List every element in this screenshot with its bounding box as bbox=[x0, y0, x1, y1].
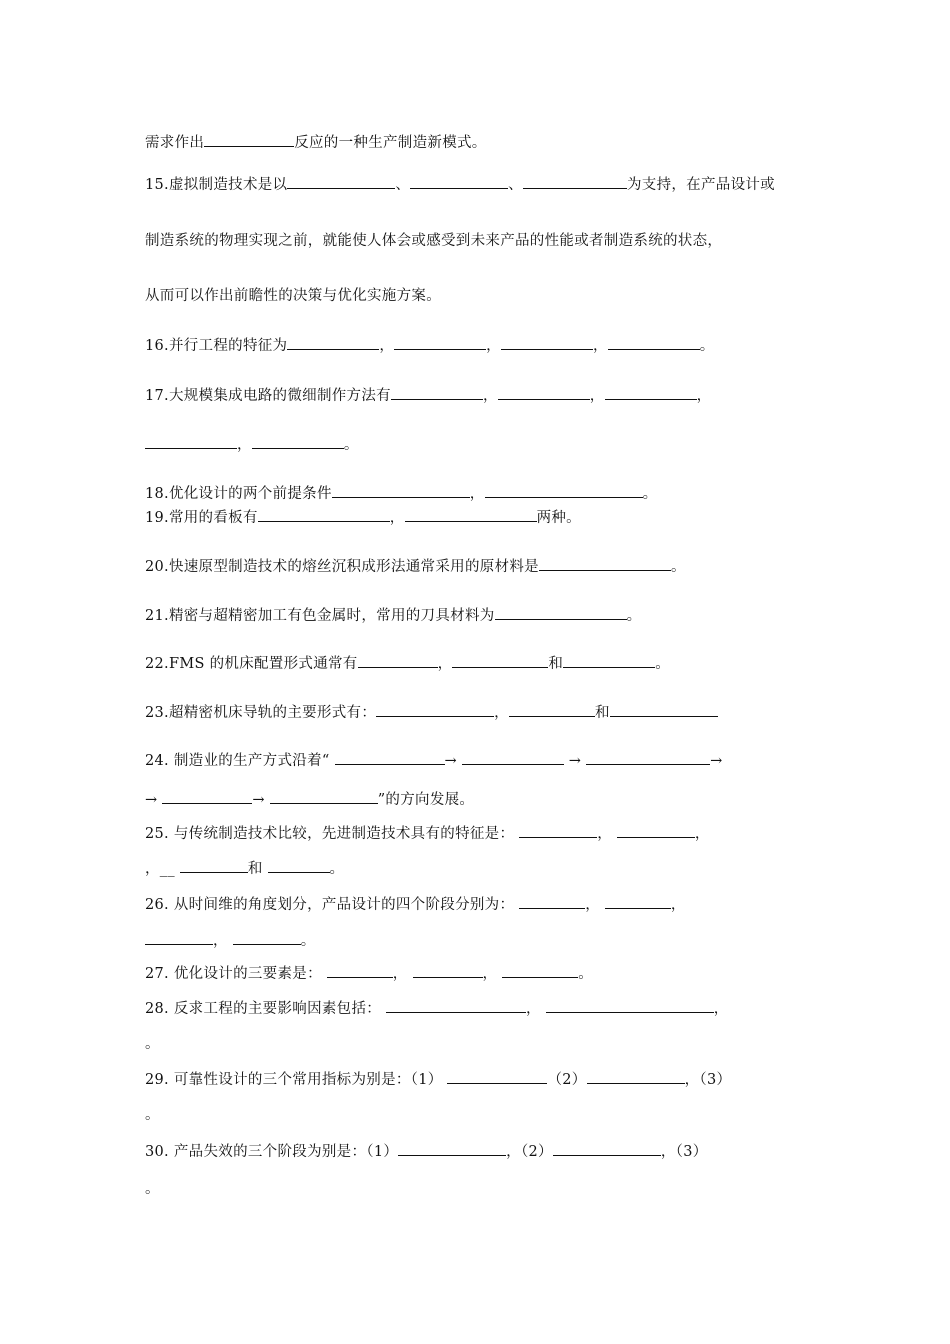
line-text: ， bbox=[392, 966, 413, 982]
text-line bbox=[145, 1140, 708, 1162]
line-text: ， bbox=[389, 510, 405, 526]
answer-blank[interactable] bbox=[563, 652, 655, 668]
text-line bbox=[145, 555, 686, 577]
line-text: ，（3） bbox=[660, 1144, 708, 1160]
answer-blank[interactable] bbox=[509, 701, 595, 717]
answer-blank[interactable] bbox=[610, 701, 718, 717]
answer-blank[interactable] bbox=[605, 893, 671, 909]
line-text: 。 bbox=[145, 1107, 160, 1123]
text-line bbox=[145, 749, 723, 771]
line-text: → bbox=[444, 753, 462, 769]
line-text: 、 bbox=[508, 177, 523, 193]
line-text: ， bbox=[494, 705, 509, 721]
line-text: ， bbox=[670, 897, 686, 913]
line-text: 25. 与传统制造技术比较，先进制造技术具有的特征是： bbox=[145, 826, 520, 842]
line-text: → bbox=[563, 753, 587, 769]
answer-blank[interactable] bbox=[519, 893, 585, 909]
line-text: 和 bbox=[247, 861, 268, 877]
line-text: 30. 产品失效的三个阶段为别是：（1） bbox=[145, 1144, 399, 1160]
text-line bbox=[145, 652, 670, 674]
line-text: 。 bbox=[699, 338, 715, 354]
line-text: 需求作出 bbox=[145, 135, 205, 151]
answer-blank[interactable] bbox=[258, 506, 390, 522]
line-text: ， bbox=[585, 897, 605, 913]
line-text: 。 bbox=[343, 437, 359, 453]
answer-blank[interactable] bbox=[587, 1068, 685, 1084]
answer-blank[interactable] bbox=[410, 173, 508, 189]
line-text: 。 bbox=[670, 559, 686, 575]
line-text: 15.虚拟制造技术是以 bbox=[145, 177, 288, 193]
answer-blank[interactable] bbox=[335, 749, 445, 765]
line-text: ， bbox=[696, 388, 712, 404]
answer-blank[interactable] bbox=[605, 384, 697, 400]
answer-blank[interactable] bbox=[358, 652, 438, 668]
answer-blank[interactable] bbox=[539, 555, 671, 571]
line-text: 和 bbox=[548, 656, 564, 672]
answer-blank[interactable] bbox=[145, 929, 213, 945]
answer-blank[interactable] bbox=[376, 701, 494, 717]
line-text: 20.快速原型制造技术的熔丝沉积成形法通常采用的原材料是 bbox=[145, 559, 539, 575]
answer-blank[interactable] bbox=[162, 788, 252, 804]
line-text: → bbox=[710, 753, 723, 769]
text-line bbox=[145, 231, 722, 251]
text-line bbox=[145, 131, 487, 153]
text-line bbox=[145, 857, 344, 879]
line-text: ， bbox=[437, 656, 453, 672]
line-text: 19.常用的看板有 bbox=[145, 510, 258, 526]
line-text: 18.优化设计的两个前提条件 bbox=[145, 486, 332, 502]
line-text: ， bbox=[597, 826, 617, 842]
answer-blank[interactable] bbox=[252, 433, 344, 449]
line-text: ， bbox=[589, 388, 605, 404]
line-text: （2） bbox=[547, 1072, 587, 1088]
line-text: 22.FMS 的机床配置形式通常有 bbox=[145, 656, 358, 672]
line-text: 27. 优化设计的三要素是： bbox=[145, 966, 327, 982]
line-text: ，（2） bbox=[506, 1144, 553, 1160]
text-line bbox=[145, 997, 729, 1019]
line-text: 制造系统的物理实现之前，就能使人体会或感受到未来产品的性能或者制造系统的状态， bbox=[145, 233, 723, 249]
answer-blank[interactable] bbox=[498, 384, 590, 400]
text-line bbox=[145, 929, 316, 951]
line-text: ， bbox=[592, 338, 608, 354]
answer-blank[interactable] bbox=[145, 433, 237, 449]
answer-blank[interactable] bbox=[546, 997, 714, 1013]
line-text: 。 bbox=[145, 1181, 160, 1197]
line-text: ，（3） bbox=[684, 1072, 732, 1088]
text-line bbox=[145, 286, 441, 306]
answer-blank[interactable] bbox=[405, 506, 537, 522]
answer-blank[interactable] bbox=[398, 1140, 506, 1156]
answer-blank[interactable] bbox=[287, 334, 379, 350]
text-line bbox=[145, 788, 474, 810]
answer-blank[interactable] bbox=[586, 749, 710, 765]
answer-blank[interactable] bbox=[268, 857, 330, 873]
answer-blank[interactable] bbox=[447, 1068, 547, 1084]
text-line bbox=[145, 1179, 160, 1199]
answer-blank[interactable] bbox=[485, 482, 643, 498]
line-text: 。 bbox=[145, 1036, 160, 1052]
answer-blank[interactable] bbox=[523, 173, 627, 189]
line-text: 。 bbox=[655, 656, 671, 672]
answer-blank[interactable] bbox=[495, 604, 627, 620]
line-text: ， bbox=[525, 1001, 546, 1017]
text-line bbox=[145, 822, 710, 844]
line-text: 、 bbox=[395, 177, 411, 193]
line-text: ”的方向发展。 bbox=[377, 792, 475, 808]
line-text: 28. 反求工程的主要影响因素包括： bbox=[145, 1001, 386, 1017]
line-text: 17.大规模集成电路的微细制作方法有 bbox=[145, 388, 391, 404]
text-line bbox=[145, 1105, 160, 1125]
line-text: 。 bbox=[329, 861, 345, 877]
line-text: 。 bbox=[642, 486, 658, 502]
answer-blank[interactable] bbox=[327, 962, 393, 978]
line-text: 16.并行工程的特征为 bbox=[145, 338, 288, 354]
line-text: ， bbox=[213, 933, 233, 949]
answer-blank[interactable] bbox=[332, 482, 470, 498]
text-line bbox=[145, 1068, 731, 1090]
line-text: 23.超精密机床导轨的主要形式有： bbox=[145, 705, 377, 721]
line-text: ， bbox=[379, 338, 395, 354]
answer-blank[interactable] bbox=[553, 1140, 661, 1156]
line-text: 从而可以作出前瞻性的决策与优化实施方案。 bbox=[145, 288, 441, 304]
line-text: ，__ bbox=[145, 861, 180, 877]
line-text: ， bbox=[694, 826, 710, 842]
line-text: ， bbox=[482, 966, 503, 982]
line-text: 。 bbox=[626, 608, 642, 624]
text-line bbox=[145, 604, 641, 626]
line-text: 两种。 bbox=[536, 510, 581, 526]
answer-blank[interactable] bbox=[180, 857, 248, 873]
line-text: 24. 制造业的生产方式沿着“ bbox=[145, 753, 335, 769]
answer-blank[interactable] bbox=[391, 384, 483, 400]
line-text: ， bbox=[237, 437, 252, 453]
text-line bbox=[145, 893, 686, 915]
line-text: ， bbox=[486, 338, 501, 354]
line-text: ， bbox=[482, 388, 498, 404]
line-text: 和 bbox=[594, 705, 610, 721]
answer-blank[interactable] bbox=[501, 334, 593, 350]
answer-blank[interactable] bbox=[617, 822, 695, 838]
answer-blank[interactable] bbox=[233, 929, 301, 945]
answer-blank[interactable] bbox=[452, 652, 548, 668]
answer-blank[interactable] bbox=[608, 334, 700, 350]
text-line bbox=[145, 384, 711, 406]
answer-blank[interactable] bbox=[462, 749, 564, 765]
line-text: ， bbox=[713, 1001, 729, 1017]
line-text: → bbox=[145, 792, 163, 808]
text-line bbox=[145, 433, 359, 455]
line-text: 反应的一种生产制造新模式。 bbox=[294, 135, 487, 151]
answer-blank[interactable] bbox=[394, 334, 486, 350]
text-line bbox=[145, 1034, 160, 1054]
line-text: ， bbox=[469, 486, 485, 502]
text-line bbox=[145, 334, 715, 356]
line-text: → bbox=[252, 792, 270, 808]
answer-blank[interactable] bbox=[413, 962, 483, 978]
text-line bbox=[145, 173, 775, 195]
answer-blank[interactable] bbox=[270, 788, 378, 804]
text-line bbox=[145, 701, 718, 723]
line-text: 。 bbox=[578, 966, 594, 982]
answer-blank[interactable] bbox=[502, 962, 578, 978]
text-line bbox=[145, 962, 593, 984]
text-line bbox=[145, 506, 581, 528]
line-text: 21.精密与超精密加工有色金属时，常用的刀具材料为 bbox=[145, 608, 495, 624]
answer-blank[interactable] bbox=[386, 997, 526, 1013]
answer-blank[interactable] bbox=[519, 822, 597, 838]
answer-blank[interactable] bbox=[204, 131, 294, 147]
line-text: 为支持，在产品设计或 bbox=[626, 177, 775, 193]
line-text: 29. 可靠性设计的三个常用指标为别是：（1） bbox=[145, 1072, 448, 1088]
answer-blank[interactable] bbox=[287, 173, 395, 189]
text-line bbox=[145, 482, 657, 504]
line-text: 。 bbox=[300, 933, 316, 949]
line-text: 26. 从时间维的角度划分，产品设计的四个阶段分别为： bbox=[145, 897, 520, 913]
